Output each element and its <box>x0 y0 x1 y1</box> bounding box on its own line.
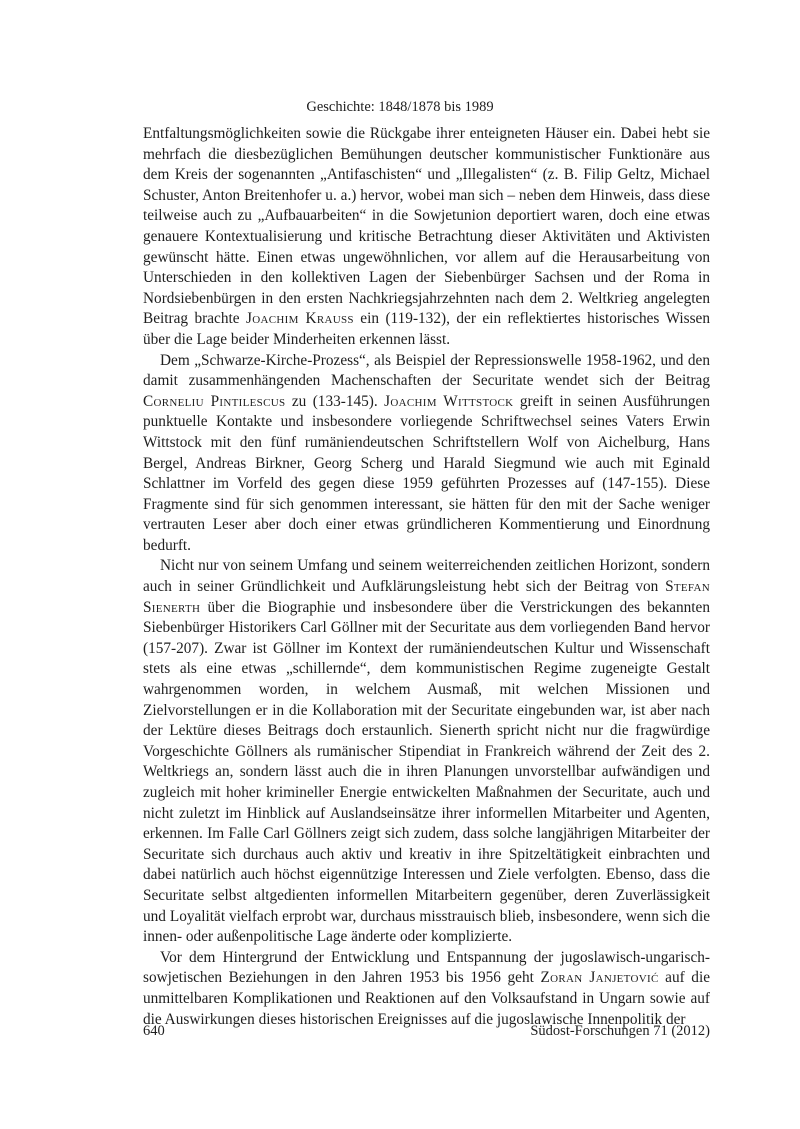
paragraph-text: Vor dem Hintergrund der Entwicklung und Entspannung der jugoslawisch-ungarisch-sowjetischen Beziehungen in den Jahren 1953 bis 1956 geht <box>143 948 710 987</box>
paragraph <box>143 351 710 557</box>
paragraph-text: zu (133-145). <box>285 392 385 410</box>
paragraph-text: auf die unmittelbaren Komplikationen und Reaktionen auf den Volksaufstand in Ungarn sowie auf die Auswirkungen dieses historischen Ereignisses auf die jugoslawische Innenpolitik der <box>143 969 710 1028</box>
paragraph-text: greift in seinen Ausführungen punktuelle Kontakte und insbesondere vorliegende Schriftwechsel seines Vaters Erwin Wittstock mit den fünf rumäniendeutschen Schriftstellern Wolf von Aichelburg, Hans Bergel, Andreas Birkner, Georg Scherg und Harald Siegmund wie auch mit Eginald Schlattner im Vorfeld des gegen diese 1959 geführten Prozesses auf (147-155). Diese Fragmente sind für sich genommen interessant, sie hätten für den mit der Sache weniger vertrauten Leser aber doch einer etwas gründlicheren Kommentierung und Einordnung bedurft. <box>143 392 710 554</box>
paragraph-text: Nicht nur von seinem Umfang und seinem weiterreichenden zeitlichen Horizont, sondern auch in seiner Gründlichkeit und Aufklärungsleistung hebt sich der Beitrag von <box>143 557 710 596</box>
author-name: Stefan Sienerth <box>143 578 710 616</box>
page-number: 640 <box>143 1023 165 1039</box>
paragraph <box>143 124 710 351</box>
author-name: Corneliu Pintilescus <box>143 392 286 410</box>
journal-citation: Südost-Forschungen 71 (2012) <box>530 1023 710 1039</box>
paragraph-text: über die Biographie und insbesondere über die Verstrickungen des bekannten Siebenbürger Historikers Carl Göllner mit der Securitate aus dem vorliegenden Band hervor (157-207). Zwar ist Göllner im Kontext der rumäniendeutschen Kultur und Wissenschaft stets als eine etwas „schillernde“, dem kommunistischen Regime zugeneigte Gestalt wahrgenommen worden, in welchem Ausmaß, mit welchen Missionen und Zielvorstellungen er in die Kollaboration mit der Securitate eingebunden war, ist aber nach der Lektüre dieses Beitrags doch erstaunlich. Sienerth spricht nicht nur die fragwürdige Vorgeschichte Göllners als rumänischer Stipendiat in Frankreich während der Zeit des 2. Weltkriegs an, sondern lässt auch die in ihren Planungen unvorstellbar aufwändigen und zugleich mit hoher krimineller Energie entwickelten Maßnahmen der Securitate, auch und nicht zuletzt im Hinblick auf Auslandseinsätze ihrer informellen Mitarbeiter und Agenten, erkennen. Im Falle Carl Göllners zeigt sich zudem, dass solche langjährigen Mitarbeiter der Securitate sich durchaus auch aktiv und kreativ in ihre Spitzeltätigkeit einbrachten und dabei natürlich auch höchst eigennützige Interessen und Ziele verfolgten. Ebenso, dass die Securitate selbst altgedienten informellen Mitarbeitern gegenüber, deren Zuverlässigkeit und Loyalität vielfach erprobt war, durchaus misstrauisch blieb, insbesondere, wenn sich die innen- oder außenpolitische Lage änderte oder komplizierte. <box>143 598 710 946</box>
author-name: Zoran Janjetović <box>540 969 659 987</box>
paragraph-text: ein (119-132), der ein reflektiertes historisches Wissen über die Lage beider Minderheiten erkennen lässt. <box>143 310 710 348</box>
author-name: Joachim Wittstock <box>384 392 514 410</box>
paragraph <box>143 556 710 947</box>
author-name: Joachim Krauss <box>246 310 354 328</box>
main-text <box>143 124 710 1030</box>
paragraph-text: Entfaltungsmöglichkeiten sowie die Rückgabe ihrer enteigneten Häuser ein. Dabei hebt sie mehrfach die diesbezüglichen Bemühungen deutscher kommunistischer Funktionäre aus dem Kreis der sogenannten „Antifaschisten“ und „Illegalisten“ (z. B. Filip Geltz, Michael Schuster, Anton Breitenhofer u. a.) hervor, wobei man sich – neben dem Hinweis, dass diese teilweise auch zu „Aufbauarbeiten“ in die Sowjetunion deportiert waren, doch eine etwas genauere Kontextualisierung und kritische Betrachtung dieser Aktivitäten und Aktivisten gewünscht hätte. Einen etwas ungewöhnlichen, vor allem auf die Herausarbeitung von Unterschieden in den kollektiven Lagen der Siebenbürger Sachsen und der Roma in Nordsiebenbürgen in den ersten Nachkriegsjahrzehnten nach dem 2. Weltkrieg angelegten Beitrag brachte <box>143 125 710 328</box>
running-header: Geschichte: 1848/1878 bis 1989 <box>306 99 494 115</box>
paragraph-text: Dem „Schwarze-Kirche-Prozess“, als Beispiel der Repressionswelle 1958-1962, und den damit zusammenhängenden Machenschaften der Securitate wendet sich der Beitrag <box>143 351 710 390</box>
paragraph <box>143 948 710 1030</box>
